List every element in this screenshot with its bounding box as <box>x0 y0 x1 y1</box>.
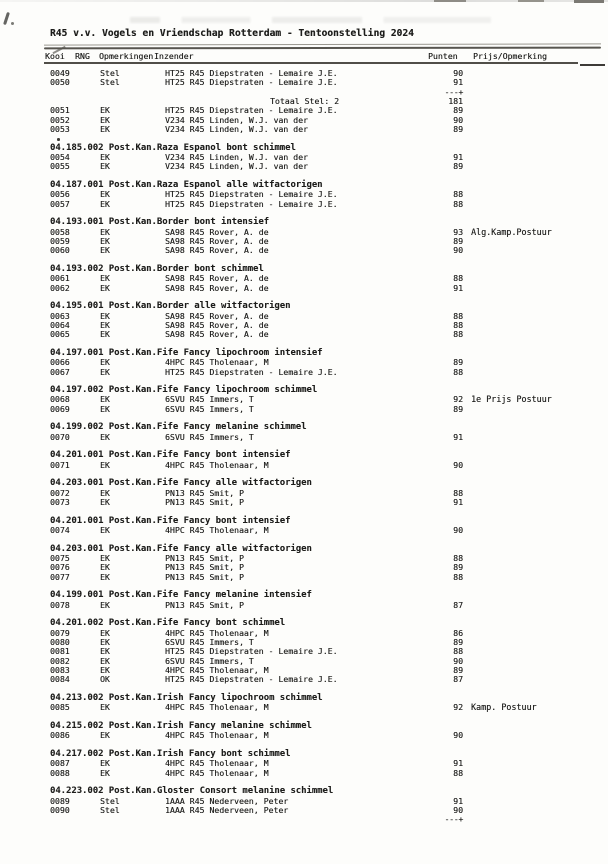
cell-punten: 90 <box>453 655 463 666</box>
cell-inzender: 6SVU R45 Immers, T <box>165 431 254 442</box>
table-row <box>0 125 608 134</box>
table-row <box>0 433 608 442</box>
table-row <box>0 657 608 666</box>
cell-opmerking: EK <box>100 189 110 200</box>
cell-kooi: 0056 <box>50 189 70 200</box>
cell-inzender: HT25 R45 Diepstraten - Lemaire J.E. <box>165 674 338 685</box>
cell-punten: 91 <box>453 795 463 806</box>
cell-punten: 90 <box>453 68 463 78</box>
cell-opmerking: Stel <box>100 77 120 88</box>
cell-inzender: 4HPC R45 Tholenaar, M <box>165 627 269 638</box>
cell-punten: 88 <box>453 553 463 564</box>
cell-prijs: Alg.Kamp.Postuur <box>471 226 552 237</box>
section-label: 04.201.002 Post.Kan.Fife Fancy bont schimmel <box>50 618 286 629</box>
cell-kooi: 0079 <box>50 627 70 638</box>
cell-opmerking: EK <box>100 767 110 778</box>
scan-top-edge <box>0 0 608 2</box>
cell-inzender: PN13 R45 Smit, P <box>165 562 244 573</box>
section-label: 04.215.002 Post.Kan.Irish Fancy melanine schimmel <box>50 720 312 731</box>
cell-punten: 89 <box>453 357 463 368</box>
cell-opmerking: EK <box>100 123 110 134</box>
cell-kooi: 0058 <box>50 226 70 237</box>
table-row <box>0 498 608 507</box>
total-punten: 181 <box>448 95 463 106</box>
dash-mark: ---+ <box>444 814 463 825</box>
section-heading <box>0 750 608 759</box>
cell-punten: 88 <box>453 189 463 200</box>
header-punten: Punten <box>428 51 458 61</box>
cell-punten: 89 <box>453 123 463 134</box>
table-row <box>0 330 608 339</box>
section-label: 04.195.001 Post.Kan.Border alle witfactorigen <box>50 301 291 312</box>
table-row <box>0 395 608 404</box>
cell-opmerking: EK <box>100 702 110 713</box>
cell-opmerking: EK <box>100 394 110 405</box>
cell-inzender: 4HPC R45 Tholenaar, M <box>165 525 269 536</box>
cell-kooi: 0080 <box>50 637 70 648</box>
cell-inzender: SA98 R45 Rover, A. de <box>165 282 269 293</box>
section-heading <box>0 265 608 274</box>
cell-kooi: 0061 <box>50 273 70 284</box>
table-row <box>0 321 608 330</box>
cell-punten: 88 <box>453 198 463 209</box>
table-row <box>0 797 608 806</box>
cell-inzender: HT25 R45 Diepstraten - Lemaire J.E. <box>165 105 338 116</box>
header-kooi: Kooi <box>45 51 65 61</box>
cell-punten: 92 <box>453 394 463 405</box>
cell-punten: 90 <box>453 730 463 741</box>
section-heading <box>0 545 608 554</box>
cell-kooi: 0049 <box>50 68 70 78</box>
header-prijs: Prijs/Opmerking <box>473 51 547 61</box>
cell-opmerking: EK <box>100 487 110 498</box>
cell-kooi: 0076 <box>50 562 70 573</box>
cell-inzender: 4HPC R45 Tholenaar, M <box>165 357 269 368</box>
section-heading <box>0 479 608 488</box>
cell-punten: 90 <box>453 245 463 256</box>
scan-smudge <box>11 22 14 25</box>
cell-punten: 88 <box>453 487 463 498</box>
divider <box>44 62 578 64</box>
scan-artifact <box>518 0 544 2</box>
table-row <box>0 806 608 815</box>
cell-inzender: V234 R45 Linden, W.J. van der <box>165 123 308 134</box>
cell-kooi: 0069 <box>50 403 70 414</box>
cell-opmerking: EK <box>100 235 110 246</box>
cell-inzender: 4HPC R45 Tholenaar, M <box>165 665 269 675</box>
cell-kooi: 0074 <box>50 525 70 536</box>
cell-inzender: PN13 R45 Smit, P <box>165 571 244 582</box>
cell-opmerking: EK <box>100 665 110 675</box>
cell-opmerking: EK <box>100 273 110 284</box>
cell-inzender: 4HPC R45 Tholenaar, M <box>165 767 269 778</box>
cell-punten: 88 <box>453 319 463 330</box>
cell-punten: 89 <box>453 665 463 675</box>
cell-kooi: 0075 <box>50 553 70 564</box>
table-row <box>0 405 608 414</box>
cell-kooi: 0083 <box>50 665 70 675</box>
section-label: 04.217.002 Post.Kan.Irish Fancy bont schimmel <box>50 748 291 759</box>
total-label: Totaal Stel: 2 <box>270 95 340 106</box>
cell-punten: 88 <box>453 767 463 778</box>
table-row <box>0 78 608 87</box>
cell-kooi: 0086 <box>50 730 70 741</box>
cell-inzender: V234 R45 Linden, W.J. van der <box>165 161 308 172</box>
cell-inzender: PN13 R45 Smit, P <box>165 487 244 498</box>
cell-inzender: HT25 R45 Diepstraten - Lemaire J.E. <box>165 198 338 209</box>
section-label: 04.201.001 Post.Kan.Fife Fancy bont intensief <box>50 450 291 461</box>
cell-prijs: Kamp. Postuur <box>471 702 537 713</box>
cell-kooi: 0050 <box>50 77 70 88</box>
section-label: 04.199.001 Post.Kan.Fife Fancy melanine intensief <box>50 590 312 601</box>
cell-kooi: 0054 <box>50 151 70 162</box>
cell-opmerking: EK <box>100 282 110 293</box>
cell-inzender: 4HPC R45 Tholenaar, M <box>165 459 269 470</box>
cell-opmerking: EK <box>100 403 110 414</box>
table-row <box>0 629 608 638</box>
cell-punten: 88 <box>453 571 463 582</box>
table-row <box>0 461 608 470</box>
table-lines <box>0 69 608 825</box>
bleed-through-text <box>130 17 560 23</box>
cell-prijs: 1e Prijs Postuur <box>471 394 552 405</box>
cell-opmerking: Stel <box>100 804 120 815</box>
cell-punten: 86 <box>453 627 463 638</box>
cell-punten: 89 <box>453 161 463 172</box>
table-row <box>0 573 608 582</box>
section-label: 04.197.002 Post.Kan.Fife Fancy lipochroom schimmel <box>50 385 318 396</box>
cell-opmerking: EK <box>100 357 110 368</box>
cell-punten: 91 <box>453 431 463 442</box>
dash-row <box>0 815 608 824</box>
cell-inzender: 6SVU R45 Immers, T <box>165 637 254 648</box>
table-row <box>0 312 608 321</box>
table-row <box>0 284 608 293</box>
scan-smudge <box>3 12 10 25</box>
cell-inzender: 4HPC R45 Tholenaar, M <box>165 702 269 713</box>
cell-kooi: 0078 <box>50 599 70 610</box>
cell-kooi: 0072 <box>50 487 70 498</box>
cell-opmerking: EK <box>100 161 110 172</box>
cell-kooi: 0059 <box>50 235 70 246</box>
cell-opmerking: EK <box>100 758 110 769</box>
cell-opmerking: EK <box>100 114 110 125</box>
section-heading <box>0 619 608 628</box>
cell-inzender: PN13 R45 Smit, P <box>165 497 244 508</box>
cell-kooi: 0066 <box>50 357 70 368</box>
section-heading <box>0 423 608 432</box>
table-row <box>0 769 608 778</box>
cell-punten: 91 <box>453 282 463 293</box>
cell-opmerking: EK <box>100 525 110 536</box>
header-rng: RNG <box>75 51 90 61</box>
section-label: 04.223.002 Post.Kan.Gloster Consort melanine schimmel <box>50 786 334 797</box>
section-heading <box>0 451 608 460</box>
table-row <box>0 228 608 237</box>
cell-inzender: SA98 R45 Rover, A. de <box>165 235 269 246</box>
cell-kooi: 0073 <box>50 497 70 508</box>
cell-opmerking: EK <box>100 553 110 564</box>
cell-opmerking: EK <box>100 459 110 470</box>
cell-punten: 88 <box>453 646 463 657</box>
cell-inzender: 6SVU R45 Immers, T <box>165 403 254 414</box>
cell-punten: 89 <box>453 235 463 246</box>
cell-punten: 89 <box>453 562 463 573</box>
section-label: 04.193.001 Post.Kan.Border bont intensief <box>50 217 270 228</box>
table-row <box>0 703 608 712</box>
cell-kooi: 0088 <box>50 767 70 778</box>
cell-punten: 91 <box>453 77 463 88</box>
table-row <box>0 601 608 610</box>
page-title: R45 v.v. Vogels en Vriendschap Rotterdam - Tentoonstelling 2024 <box>50 28 414 39</box>
cell-opmerking: EK <box>100 599 110 610</box>
cell-opmerking: EK <box>100 627 110 638</box>
cell-punten: 87 <box>453 674 463 685</box>
cell-opmerking: EK <box>100 571 110 582</box>
section-heading <box>0 787 608 796</box>
cell-kooi: 0090 <box>50 804 70 815</box>
cell-opmerking: EK <box>100 105 110 116</box>
cell-kooi: 0063 <box>50 310 70 321</box>
cell-inzender: HT25 R45 Diepstraten - Lemaire J.E. <box>165 68 338 78</box>
section-label: 04.203.001 Post.Kan.Fife Fancy alle witfactorigen <box>50 543 312 554</box>
cell-kooi: 0087 <box>50 758 70 769</box>
scan-artifact <box>574 0 604 3</box>
section-heading <box>0 349 608 358</box>
cell-opmerking: Stel <box>100 795 120 806</box>
cell-kooi: 0062 <box>50 282 70 293</box>
cell-opmerking: EK <box>100 637 110 648</box>
cell-inzender: HT25 R45 Diepstraten - Lemaire J.E. <box>165 77 338 88</box>
table-row <box>0 731 608 740</box>
section-label: 04.187.001 Post.Kan.Raza Espanol alle witfactorigen <box>50 179 323 190</box>
cell-opmerking: EK <box>100 497 110 508</box>
cell-opmerking: EK <box>100 319 110 330</box>
cell-inzender: SA98 R45 Rover, A. de <box>165 319 269 330</box>
cell-inzender: SA98 R45 Rover, A. de <box>165 226 269 237</box>
cell-inzender: SA98 R45 Rover, A. de <box>165 329 269 340</box>
cell-kooi: 0081 <box>50 646 70 657</box>
cell-kooi: 0052 <box>50 114 70 125</box>
table-header <box>0 51 608 62</box>
cell-opmerking: EK <box>100 646 110 657</box>
cell-inzender: HT25 R45 Diepstraten - Lemaire J.E. <box>165 646 338 657</box>
table-row <box>0 647 608 656</box>
header-inzender: Inzender <box>154 51 194 61</box>
cell-inzender: V234 R45 Linden, W.J. van der <box>165 151 308 162</box>
cell-kooi: 0053 <box>50 123 70 134</box>
section-label: 04.185.002 Post.Kan.Raza Espanol bont schimmel <box>50 142 296 153</box>
cell-punten: 90 <box>453 114 463 125</box>
cell-opmerking: EK <box>100 366 110 377</box>
cell-inzender: 6SVU R45 Immers, T <box>165 655 254 666</box>
cell-opmerking: Stel <box>100 68 120 78</box>
table-row <box>0 563 608 572</box>
cell-opmerking: EK <box>100 655 110 666</box>
cell-inzender: HT25 R45 Diepstraten - Lemaire J.E. <box>165 366 338 377</box>
section-label: 04.193.002 Post.Kan.Border bont schimmel <box>50 263 264 274</box>
section-label: 04.203.001 Post.Kan.Fife Fancy alle witfactorigen <box>50 478 312 489</box>
cell-opmerking: OK <box>100 674 110 685</box>
cell-kooi: 0060 <box>50 245 70 256</box>
cell-kooi: 0068 <box>50 394 70 405</box>
section-heading <box>0 722 608 731</box>
cell-kooi: 0055 <box>50 161 70 172</box>
table-row <box>0 246 608 255</box>
cell-inzender: PN13 R45 Smit, P <box>165 553 244 564</box>
cell-kooi: 0082 <box>50 655 70 666</box>
section-heading <box>0 591 608 600</box>
cell-inzender: SA98 R45 Rover, A. de <box>165 273 269 284</box>
section-heading <box>0 302 608 311</box>
section-label: 04.199.002 Post.Kan.Fife Fancy melanine schimmel <box>50 422 307 433</box>
cell-kooi: 0089 <box>50 795 70 806</box>
cell-inzender: SA98 R45 Rover, A. de <box>165 245 269 256</box>
cell-kooi: 0077 <box>50 571 70 582</box>
table-row <box>0 368 608 377</box>
cell-punten: 89 <box>453 403 463 414</box>
cell-kooi: 0057 <box>50 198 70 209</box>
cell-opmerking: EK <box>100 245 110 256</box>
cell-punten: 90 <box>453 459 463 470</box>
table-row <box>0 274 608 283</box>
cell-opmerking: EK <box>100 431 110 442</box>
dash-mark: ---+ <box>444 86 463 97</box>
section-label: 04.197.001 Post.Kan.Fife Fancy lipochroom intensief <box>50 347 323 358</box>
cell-punten: 88 <box>453 366 463 377</box>
cell-punten: 93 <box>453 226 463 237</box>
divider <box>44 43 601 45</box>
table-row <box>0 675 608 684</box>
cell-kooi: 0085 <box>50 702 70 713</box>
cell-inzender: 6SVU R45 Immers, T <box>165 394 254 405</box>
cell-inzender: 1AAA R45 Nederveen, Peter <box>165 795 289 806</box>
cell-kooi: 0071 <box>50 459 70 470</box>
cell-kooi: 0051 <box>50 105 70 116</box>
cell-kooi: 0067 <box>50 366 70 377</box>
cell-opmerking: EK <box>100 562 110 573</box>
section-heading <box>0 517 608 526</box>
cell-punten: 92 <box>453 702 463 713</box>
section-label: 04.213.002 Post.Kan.Irish Fancy lipochroom schimmel <box>50 692 323 703</box>
table-row <box>0 526 608 535</box>
cell-inzender: HT25 R45 Diepstraten - Lemaire J.E. <box>165 189 338 200</box>
cell-opmerking: EK <box>100 310 110 321</box>
cell-opmerking: EK <box>100 198 110 209</box>
cell-punten: 89 <box>453 105 463 116</box>
cell-opmerking: EK <box>100 226 110 237</box>
cell-punten: 88 <box>453 273 463 284</box>
divider <box>44 46 601 49</box>
cell-inzender: 4HPC R45 Tholenaar, M <box>165 730 269 741</box>
cell-kooi: 0070 <box>50 431 70 442</box>
cell-punten: 91 <box>453 497 463 508</box>
table-row <box>0 162 608 171</box>
cell-inzender: 1AAA R45 Nederveen, Peter <box>165 804 289 815</box>
cell-inzender: V234 R45 Linden, W.J. van der <box>165 114 308 125</box>
section-label: 04.201.001 Post.Kan.Fife Fancy bont intensief <box>50 515 291 526</box>
cell-punten: 88 <box>453 310 463 321</box>
cell-punten: 87 <box>453 599 463 610</box>
table-row <box>0 759 608 768</box>
table-row <box>0 237 608 246</box>
cell-punten: 90 <box>453 804 463 815</box>
cell-kooi: 0064 <box>50 319 70 330</box>
scan-artifact <box>434 0 466 2</box>
cell-punten: 89 <box>453 637 463 648</box>
table-row <box>0 200 608 209</box>
cell-punten: 88 <box>453 329 463 340</box>
table-row <box>0 554 608 563</box>
cell-inzender: SA98 R45 Rover, A. de <box>165 310 269 321</box>
cell-opmerking: EK <box>100 151 110 162</box>
cell-punten: 91 <box>453 758 463 769</box>
cell-inzender: 4HPC R45 Tholenaar, M <box>165 758 269 769</box>
divider <box>580 64 605 66</box>
cell-kooi: 0084 <box>50 674 70 685</box>
table-row <box>0 489 608 498</box>
cell-punten: 91 <box>453 151 463 162</box>
cell-opmerking: EK <box>100 730 110 741</box>
cell-punten: 90 <box>453 525 463 536</box>
cell-opmerking: EK <box>100 329 110 340</box>
cell-kooi: 0065 <box>50 329 70 340</box>
header-opmerkingen: Opmerkingen <box>99 51 154 61</box>
cell-inzender: PN13 R45 Smit, P <box>165 599 244 610</box>
